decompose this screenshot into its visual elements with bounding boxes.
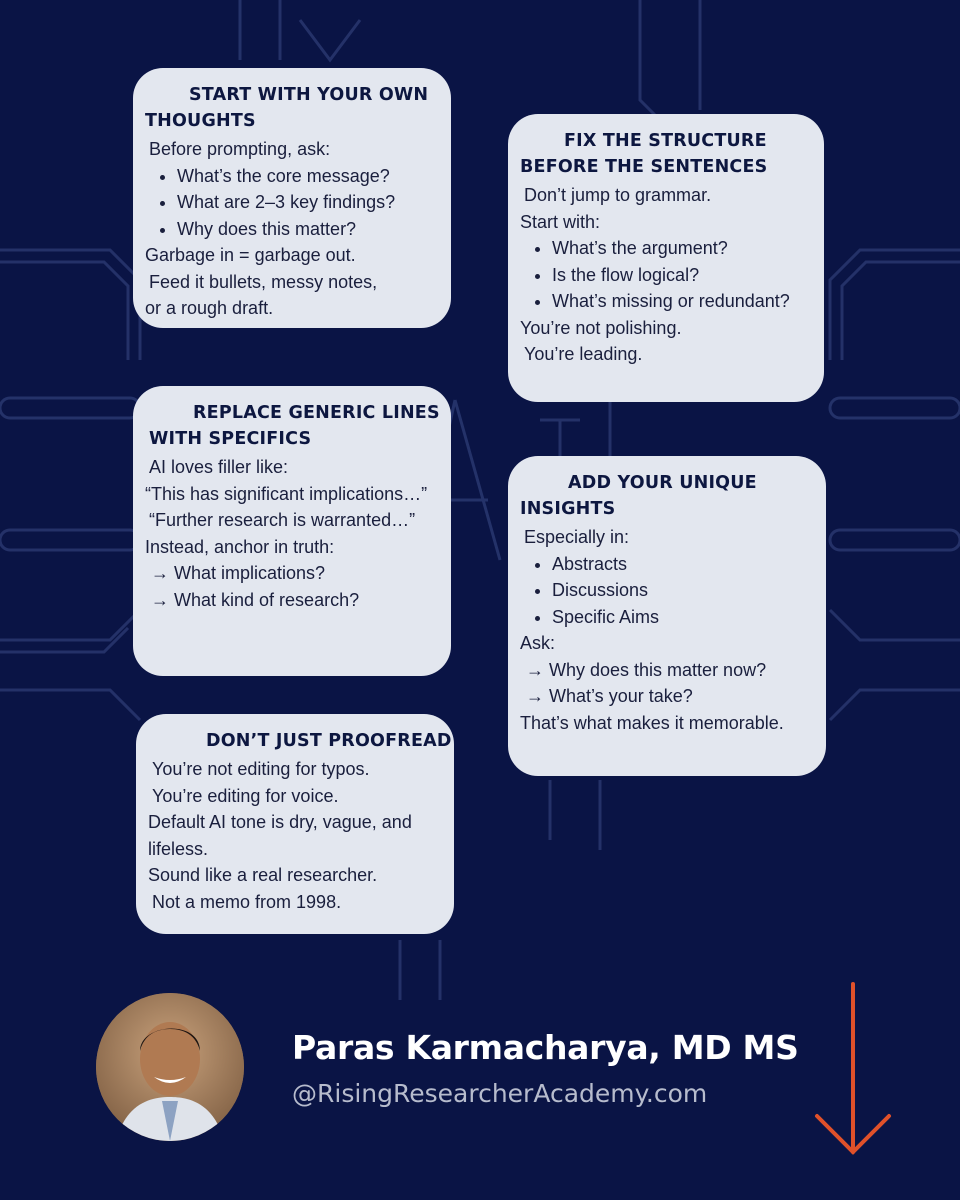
card-line: Garbage in = garbage out. [145, 245, 356, 265]
card-title: REPLACE GENERIC LINES WITH SPECIFICS [149, 403, 440, 449]
card-start-with-own-thoughts [133, 68, 451, 328]
bullet-list [520, 235, 812, 315]
card-line: Feed it bullets, messy notes, [149, 271, 378, 292]
card-add-unique-insights [508, 456, 826, 776]
list-item: • What’s missing or redundant? [552, 288, 812, 315]
card-line: You’re not polishing. [520, 317, 682, 338]
author-avatar [96, 993, 244, 1141]
quote-line: “This has significant implications…” [145, 483, 428, 504]
card-intro: Don’t jump to grammar. [524, 185, 712, 205]
card-line: You’re leading. [524, 344, 643, 364]
card-line: Default AI tone is dry, vague, and lifeless. [148, 812, 412, 859]
arrow-line: → What kind of research? [151, 589, 360, 610]
card-dont-just-proofread [136, 714, 454, 934]
card-line: You’re not editing for typos. [152, 759, 370, 779]
list-item: • Abstracts [552, 551, 814, 578]
arrow-down-icon[interactable] [812, 980, 894, 1160]
author-photo-icon [96, 993, 244, 1141]
list-item: • Discussions [552, 577, 814, 604]
card-title: ADD YOUR UNIQUE INSIGHTS [520, 473, 757, 519]
author-website-link[interactable]: @RisingResearcherAcademy.com [292, 1079, 708, 1108]
author-name: Paras Karmacharya, MD MS [292, 1028, 799, 1067]
list-item: • What are 2–3 key findings? [177, 189, 439, 216]
card-line: Sound like a real researcher. [148, 865, 378, 885]
list-item: • Is the flow logical? [552, 262, 812, 289]
card-line: That’s what makes it memorable. [520, 712, 784, 733]
list-item: • Why does this matter? [177, 216, 439, 243]
arrow-line: → What’s your take? [526, 686, 693, 706]
card-line: You’re editing for voice. [152, 785, 339, 806]
bullet-list [145, 163, 439, 243]
bullet-list [520, 551, 814, 631]
card-line: or a rough draft. [145, 298, 274, 318]
list-item: • What’s the argument? [552, 235, 812, 262]
card-line: Not a memo from 1998. [152, 891, 342, 912]
quote-line: “Further research is warranted…” [149, 510, 416, 530]
card-intro: AI loves filler like: [149, 457, 289, 477]
card-line: Instead, anchor in truth: [145, 536, 335, 557]
card-fix-structure [508, 114, 824, 402]
card-replace-generic-lines [133, 386, 451, 676]
card-intro: Before prompting, ask: [149, 139, 331, 159]
card-line: Start with: [520, 211, 601, 232]
arrow-line: → Why does this matter now? [526, 659, 767, 680]
card-title: DON’T JUST PROOFREAD [206, 731, 452, 751]
arrow-line: → What implications? [151, 563, 326, 583]
card-intro: Especially in: [524, 527, 630, 547]
card-line: Ask: [520, 633, 556, 653]
list-item: • What’s the core message? [177, 163, 439, 190]
card-title: FIX THE STRUCTURE BEFORE THE SENTENCES [520, 131, 768, 177]
list-item: • Specific Aims [552, 604, 814, 631]
card-title: START WITH YOUR OWN THOUGHTS [145, 85, 429, 131]
